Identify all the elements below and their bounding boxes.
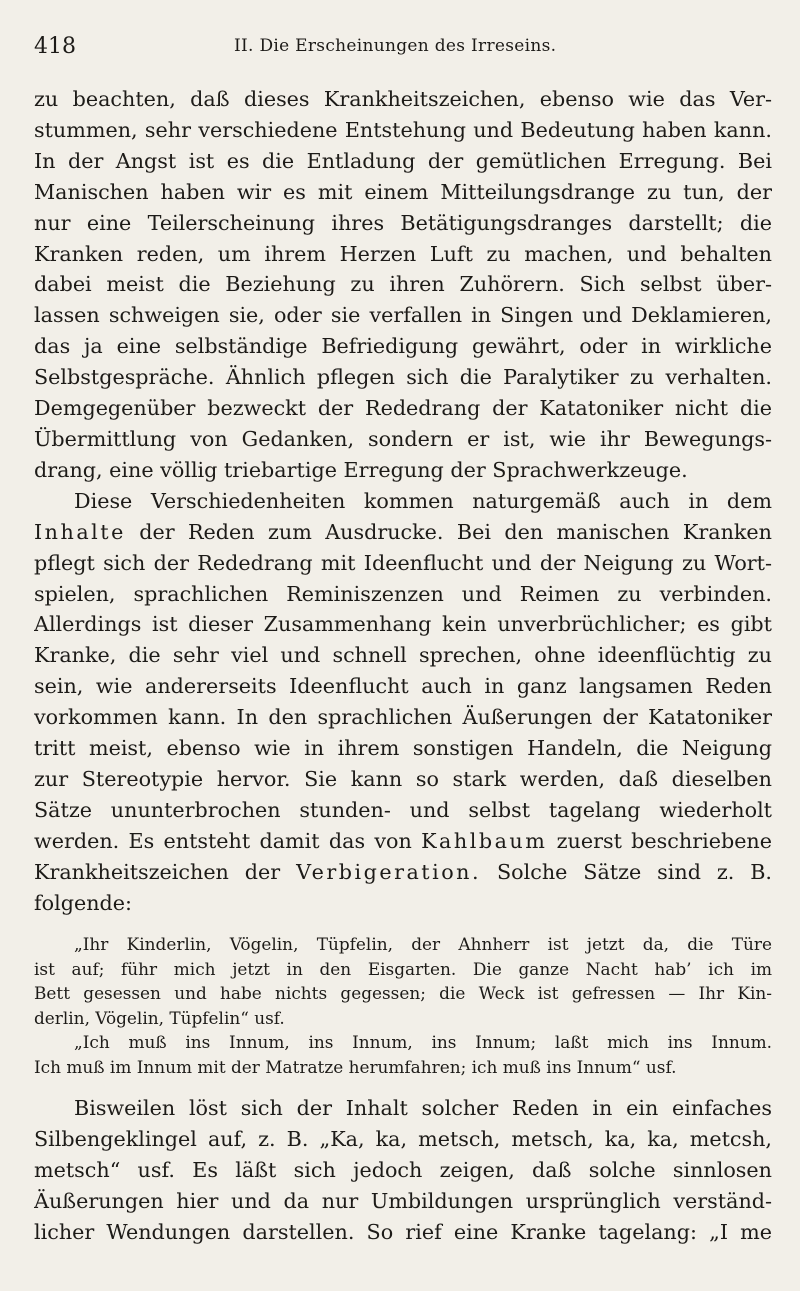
quote-line: Bett gesessen und habe nichts gegessen; die Weck ist gefressen — Ihr Kin- — [34, 983, 772, 1004]
text-line: Äußerungen hier und da nur Umbildungen ursprünglich verständ- — [34, 1188, 772, 1213]
quote-line: „Ich muß ins Innum, ins Innum, ins Innum; laßt mich ins Innum. — [74, 1032, 772, 1053]
text-line — [34, 517, 772, 548]
text-line: Silbengeklingel auf, z. B. „Ka, ka, metsch, metsch, ka, ka, metcsh, — [34, 1126, 772, 1151]
text-line: folgende: — [34, 890, 132, 915]
page-header — [34, 30, 772, 64]
text-line: stummen, sehr verschiedene Entstehung und Bedeutung haben kann. — [34, 117, 772, 142]
text-line: Allerdings ist dieser Zusammenhang kein unverbrüchlicher; es gibt — [34, 612, 772, 637]
paragraph-3 — [34, 1093, 772, 1248]
text-line: vorkommen kann. In den sprachlichen Äußerungen der Katatoniker — [34, 705, 772, 730]
emphasis-text: Verbigeration. — [296, 859, 482, 884]
body-text — [34, 84, 772, 1247]
quote-line: Ich muß im Innum mit der Matratze herumfahren; ich muß ins Innum“ usf. — [34, 1056, 677, 1077]
text-line: In der Angst ist es die Entladung der gemütlichen Erregung. Bei — [34, 148, 772, 173]
text-segment: zuerst beschriebene — [547, 828, 772, 853]
emphasis-text: Inhalte — [34, 519, 126, 544]
block-quote — [34, 932, 772, 1078]
author-name: Kahlbaum — [421, 828, 548, 853]
text-line: Diese Verschiedenheiten kommen naturgemäß auch in dem — [74, 488, 772, 513]
text-line — [34, 826, 772, 857]
text-line: Demgegenüber bezweckt der Rededrang der Katatoniker nicht die — [34, 396, 772, 421]
text-line: drang, eine völlig triebartige Erregung der Sprachwerkzeuge. — [34, 457, 688, 482]
text-line: zu beachten, daß dieses Krankheitszeichen, ebenso wie das Ver- — [34, 87, 772, 111]
text-line: Kranken reden, um ihrem Herzen Luft zu machen, und behalten — [34, 241, 772, 266]
text-line: Manischen haben wir es mit einem Mitteilungsdrange zu tun, der — [34, 179, 772, 204]
quote-line: ist auf; führ mich jetzt in den Eisgarten. Die ganze Nacht hab’ ich im — [34, 958, 772, 979]
text-line: pflegt sich der Rededrang mit Ideenflucht und der Neigung zu Wort- — [34, 550, 772, 575]
text-line: Sätze ununterbrochen stunden- und selbst tagelang wiederholt — [34, 797, 772, 822]
text-line — [34, 857, 772, 888]
text-line: Kranke, die sehr viel und schnell sprechen, ohne ideenflüchtig zu — [34, 643, 772, 668]
text-line: sein, wie andererseits Ideenflucht auch in ganz langsamen Reden — [34, 674, 772, 699]
text-line: dabei meist die Beziehung zu ihren Zuhörern. Sich selbst über- — [34, 272, 772, 297]
text-line: lassen schweigen sie, oder sie verfallen in Singen und Deklamieren, — [34, 303, 772, 328]
text-line: Bisweilen löst sich der Inhalt solcher Reden in ein einfaches — [74, 1095, 772, 1120]
text-segment: Solche Sätze sind z. B. — [481, 859, 772, 884]
page-number: 418 — [34, 34, 76, 59]
text-line: zur Stereotypie hervor. Sie kann so stark werden, daß dieselben — [34, 766, 772, 791]
text-segment: werden. Es entsteht damit das von — [34, 828, 422, 853]
quote-line: „Ihr Kinderlin, Vögelin, Tüpfelin, der Ahnherr ist jetzt da, die Türe — [74, 934, 772, 955]
paragraph-1 — [34, 84, 772, 486]
text-line: metsch“ usf. Es läßt sich jedoch zeigen, daß solche sinnlosen — [34, 1157, 772, 1182]
text-line: licher Wendungen darstellen. So rief eine Kranke tagelang: „I me — [34, 1219, 772, 1244]
text-line: tritt meist, ebenso wie in ihrem sonstigen Handeln, die Neigung — [34, 736, 772, 761]
text-line: spielen, sprachlichen Reminiszenzen und Reimen zu verbinden. — [34, 581, 772, 606]
text-segment: der Reden zum Ausdrucke. Bei den manischen Kranken — [125, 519, 772, 544]
book-page — [34, 30, 772, 1247]
running-head: II. Die Erscheinungen des Irreseins. — [234, 36, 557, 56]
text-line: das ja eine selbständige Befriedigung gewährt, oder in wirkliche — [34, 334, 772, 359]
paragraph-2 — [34, 486, 772, 919]
quote-line: derlin, Vögelin, Tüpfelin“ usf. — [34, 1007, 285, 1028]
text-line: Selbstgespräche. Ähnlich pflegen sich die Paralytiker zu verhalten. — [34, 365, 772, 390]
text-line: Übermittlung von Gedanken, sondern er ist, wie ihr Bewegungs- — [34, 426, 772, 451]
text-line: nur eine Teilerscheinung ihres Betätigungsdranges darstellt; die — [34, 210, 772, 235]
text-segment: Krankheitszeichen der — [34, 859, 297, 884]
